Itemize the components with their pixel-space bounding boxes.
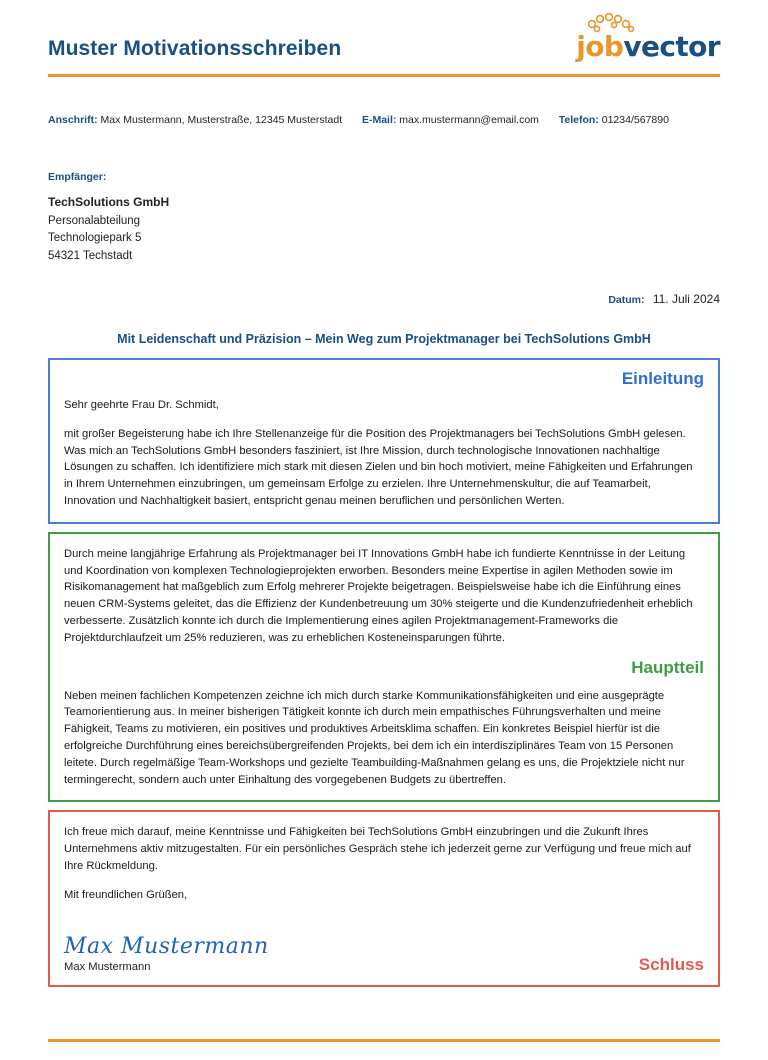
date-label: Datum: xyxy=(608,294,645,307)
date-value: 11. Juli 2024 xyxy=(652,292,720,307)
signature-printed-name: Max Mustermann xyxy=(64,960,151,973)
section-label-wrap-hauptteil xyxy=(64,659,704,678)
intro-paragraph: mit großer Begeisterung habe ich Ihre Stellenanzeige für die Position des Projektmanagers bei TechSolutions GmbH gelesen. Was mich an TechSolutions GmbH besonders fasziniert, ist Ihre Mission, durch technologische Innovationen nachhaltige Lösungen zu schaffen. Ich identifiziere mich stark mit diesen Zielen und bin hoch motiviert, meine Fähigkeiten und Erfahrungen in Ihrem Unternehmen einzubringen, um gemeinsam Erfolge zu erzielen. Ihre Unternehmenskultur, die auf Teamarbeit, Innovation und Nachhaltigkeit basiert, entspricht genau meinen beruflichen und persönlichen Werten. xyxy=(64,427,693,508)
closing-paragraph: Ich freue mich darauf, meine Kenntnisse und Fähigkeiten bei TechSolutions GmbH einzubringen und die Zukunft Ihres Unternehmens aktiv mitzugestalten. Für ein persönliches Gespräch stehe ich jederzeit gerne zur Verfügung und freue mich auf Ihre Rückmeldung. xyxy=(64,826,691,872)
main-paragraph-1: Durch meine langjährige Erfahrung als Projektmanager bei IT Innovations GmbH habe ich fundierte Kenntnisse in der Leitung und Koordination von komplexen Technologieprojekten erworben. Besonders meine Expertise in agilen Methoden sowie im Risikomanagement hat maßgeblich zum Erfolg mehrerer Projekte beigetragen. Beispielsweise habe ich die Einführung eines neuen CRM-Systems geleitet, das die Effizienz der Kundenbetreuung um 30% steigerte und die Kundenzufriedenheit erheblich verbesserte. Zusätzlich konnte ich durch die Implementierung eines agilen Projektmanagement-Frameworks die Projektdurchlaufzeit um 25% reduzieren, was zu erheblichen Kosteneinsparungen führte. xyxy=(64,547,693,644)
intro-salutation: Sehr geehrte Frau Dr. Schmidt, xyxy=(64,399,219,412)
recipient-department: Personalabteilung xyxy=(48,214,141,227)
recipient-label: Empfänger: xyxy=(48,170,107,183)
main-paragraph-2: Neben meinen fachlichen Kompetenzen zeichne ich mich durch starke Kommunikationsfähigkeiten und eine ausgeprägte Teamorientierung aus. In meiner bisherigen Tätigkeit konnte ich durch mein empathisches Führungsverhalten und meine Fähigkeit, Teams zu motivieren, ein positives und produktives Arbeitsklima schaffen. Ein konkretes Beispiel hierfür ist die erfolgreiche Durchführung eines bereichsübergreifenden Projekts, bei dem ich ein interdisziplinäres Team von 15 Personen leitete. Durch regelmäßige Team-Workshops und gezielte Teambuilding-Maßnahmen gelang es uns, die Projektziele nicht nur termingerecht, sondern auch unter Einhaltung des vorgegebenen Budgets zu übertreffen. xyxy=(64,689,685,786)
date-row xyxy=(48,292,720,306)
section-label-einleitung: Einleitung xyxy=(621,369,704,389)
section-label-wrap-einleitung xyxy=(64,370,704,389)
address-label: Anschrift: xyxy=(48,114,98,126)
email-label: E-Mail: xyxy=(361,114,397,126)
subject-line: Mit Leidenschaft und Präzision – Mein Weg zum Projektmanager bei TechSolutions GmbH xyxy=(117,332,651,347)
phone-label: Telefon: xyxy=(558,114,599,126)
logo-text-vector: vector xyxy=(623,30,720,63)
logo-text-job: job xyxy=(576,30,624,63)
document-header xyxy=(48,0,720,65)
footer-divider xyxy=(48,1039,720,1042)
recipient-street: Technologiepark 5 xyxy=(48,232,142,245)
header-divider xyxy=(48,74,720,77)
signature-block xyxy=(64,920,269,973)
recipient-company: TechSolutions GmbH xyxy=(48,195,170,210)
jobvector-logo xyxy=(576,30,720,65)
signature-handwriting: Max Mustermann xyxy=(64,933,269,959)
section-einleitung xyxy=(48,358,720,524)
contact-line xyxy=(48,113,720,129)
signature-row xyxy=(64,920,704,973)
closing-greeting: Mit freundlichen Grüßen, xyxy=(64,888,188,901)
section-label-schluss: Schluss xyxy=(638,954,704,974)
recipient-city: 54321 Techstadt xyxy=(48,250,133,263)
section-hauptteil xyxy=(48,532,720,803)
phone-value: 01234/567890 xyxy=(601,114,669,126)
recipient-block xyxy=(48,169,720,266)
logo-decoration-icon xyxy=(584,12,638,34)
address-value: Max Mustermann, Musterstraße, 12345 Musterstadt xyxy=(100,114,343,126)
section-schluss xyxy=(48,810,720,986)
email-value: max.mustermann@email.com xyxy=(399,114,539,126)
page-title: Muster Motivationsschreiben xyxy=(48,37,342,60)
section-label-hauptteil: Hauptteil xyxy=(631,657,704,677)
